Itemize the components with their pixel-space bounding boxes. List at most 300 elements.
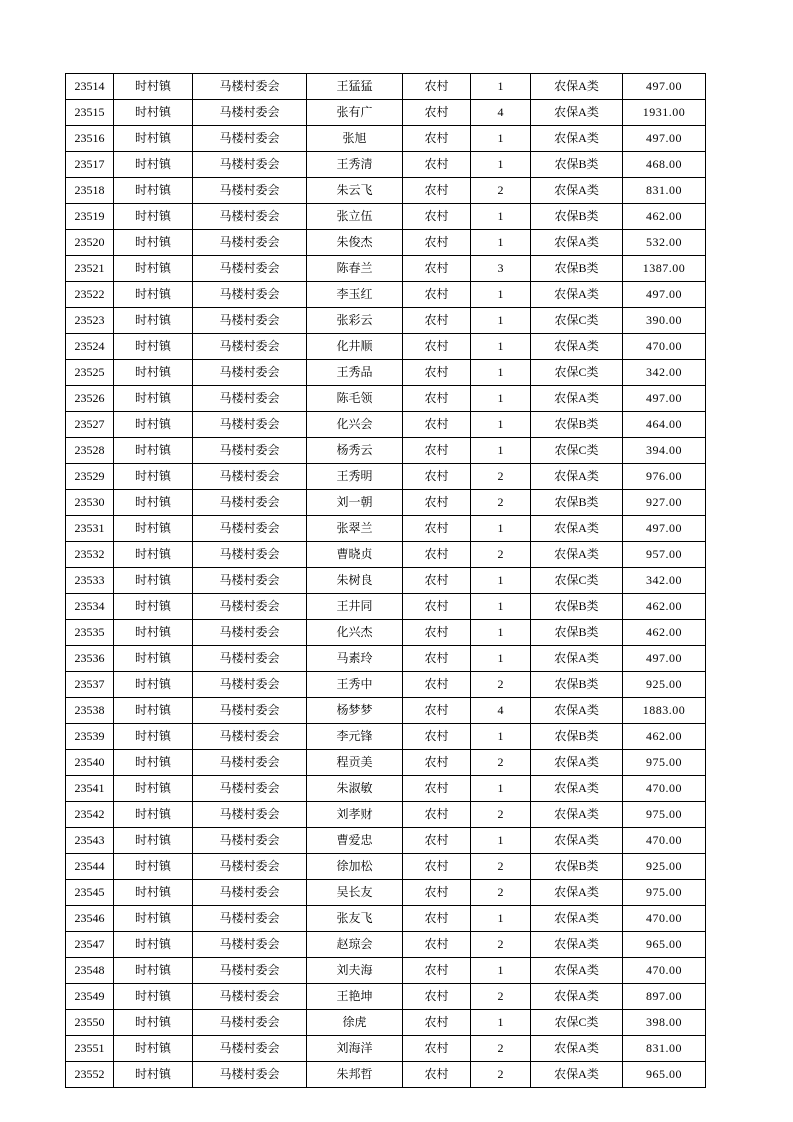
amount-cell: 398.00 — [623, 1010, 706, 1036]
table-row — [66, 100, 706, 126]
village-committee-cell: 马楼村委会 — [193, 984, 307, 1010]
record-id-cell: 23546 — [66, 906, 114, 932]
village-committee-cell: 马楼村委会 — [193, 438, 307, 464]
insurance-category-cell: 农保C类 — [531, 568, 623, 594]
table-row — [66, 126, 706, 152]
town-cell: 时村镇 — [114, 672, 193, 698]
village-committee-cell: 马楼村委会 — [193, 646, 307, 672]
table-row — [66, 542, 706, 568]
insurance-category-cell: 农保A类 — [531, 776, 623, 802]
person-count-cell: 2 — [471, 1036, 531, 1062]
person-name-cell: 朱淑敏 — [307, 776, 403, 802]
person-name-cell: 刘孝财 — [307, 802, 403, 828]
record-id-cell: 23526 — [66, 386, 114, 412]
town-cell: 时村镇 — [114, 230, 193, 256]
person-count-cell: 2 — [471, 984, 531, 1010]
record-id-cell: 23534 — [66, 594, 114, 620]
person-name-cell: 朱邦哲 — [307, 1062, 403, 1088]
insurance-category-cell: 农保A类 — [531, 230, 623, 256]
record-id-cell: 23524 — [66, 334, 114, 360]
person-name-cell: 张有广 — [307, 100, 403, 126]
amount-cell: 1387.00 — [623, 256, 706, 282]
residence-type-cell: 农村 — [403, 360, 471, 386]
person-name-cell: 徐虎 — [307, 1010, 403, 1036]
insurance-category-cell: 农保A类 — [531, 698, 623, 724]
insurance-category-cell: 农保C类 — [531, 1010, 623, 1036]
residence-type-cell: 农村 — [403, 490, 471, 516]
amount-cell: 532.00 — [623, 230, 706, 256]
person-count-cell: 2 — [471, 932, 531, 958]
table-row — [66, 932, 706, 958]
person-name-cell: 朱云飞 — [307, 178, 403, 204]
residence-type-cell: 农村 — [403, 412, 471, 438]
insurance-category-cell: 农保A类 — [531, 906, 623, 932]
village-committee-cell: 马楼村委会 — [193, 334, 307, 360]
person-count-cell: 1 — [471, 386, 531, 412]
insurance-category-cell: 农保B类 — [531, 620, 623, 646]
town-cell: 时村镇 — [114, 1062, 193, 1088]
village-committee-cell: 马楼村委会 — [193, 776, 307, 802]
village-committee-cell: 马楼村委会 — [193, 802, 307, 828]
amount-cell: 1883.00 — [623, 698, 706, 724]
record-id-cell: 23521 — [66, 256, 114, 282]
town-cell: 时村镇 — [114, 802, 193, 828]
table-row — [66, 152, 706, 178]
village-committee-cell: 马楼村委会 — [193, 672, 307, 698]
table-row — [66, 906, 706, 932]
record-id-cell: 23543 — [66, 828, 114, 854]
town-cell: 时村镇 — [114, 958, 193, 984]
amount-cell: 468.00 — [623, 152, 706, 178]
residence-type-cell: 农村 — [403, 542, 471, 568]
amount-cell: 927.00 — [623, 490, 706, 516]
record-id-cell: 23532 — [66, 542, 114, 568]
insurance-category-cell: 农保C类 — [531, 308, 623, 334]
table-row — [66, 1062, 706, 1088]
town-cell: 时村镇 — [114, 724, 193, 750]
record-id-cell: 23515 — [66, 100, 114, 126]
residence-type-cell: 农村 — [403, 438, 471, 464]
person-count-cell: 1 — [471, 152, 531, 178]
amount-cell: 975.00 — [623, 802, 706, 828]
town-cell: 时村镇 — [114, 74, 193, 100]
person-name-cell: 刘一朝 — [307, 490, 403, 516]
record-id-cell: 23538 — [66, 698, 114, 724]
record-id-cell: 23522 — [66, 282, 114, 308]
record-id-cell: 23520 — [66, 230, 114, 256]
town-cell: 时村镇 — [114, 256, 193, 282]
insurance-category-cell: 农保B类 — [531, 256, 623, 282]
insurance-category-cell: 农保A类 — [531, 542, 623, 568]
person-count-cell: 1 — [471, 74, 531, 100]
insurance-category-cell: 农保B类 — [531, 204, 623, 230]
residence-type-cell: 农村 — [403, 1010, 471, 1036]
amount-cell: 897.00 — [623, 984, 706, 1010]
insurance-category-cell: 农保B类 — [531, 412, 623, 438]
residence-type-cell: 农村 — [403, 776, 471, 802]
town-cell: 时村镇 — [114, 932, 193, 958]
town-cell: 时村镇 — [114, 1010, 193, 1036]
amount-cell: 497.00 — [623, 646, 706, 672]
record-id-cell: 23545 — [66, 880, 114, 906]
person-name-cell: 化兴杰 — [307, 620, 403, 646]
insurance-category-cell: 农保A类 — [531, 516, 623, 542]
insurance-category-cell: 农保B类 — [531, 672, 623, 698]
town-cell: 时村镇 — [114, 438, 193, 464]
record-id-cell: 23530 — [66, 490, 114, 516]
record-id-cell: 23535 — [66, 620, 114, 646]
residence-type-cell: 农村 — [403, 152, 471, 178]
insurance-category-cell: 农保A类 — [531, 178, 623, 204]
record-id-cell: 23516 — [66, 126, 114, 152]
person-name-cell: 张友飞 — [307, 906, 403, 932]
table-row — [66, 282, 706, 308]
amount-cell: 470.00 — [623, 334, 706, 360]
residence-type-cell: 农村 — [403, 126, 471, 152]
insurance-category-cell: 农保A类 — [531, 828, 623, 854]
person-name-cell: 王井同 — [307, 594, 403, 620]
insurance-category-cell: 农保C类 — [531, 438, 623, 464]
residence-type-cell: 农村 — [403, 1062, 471, 1088]
amount-cell: 497.00 — [623, 74, 706, 100]
person-count-cell: 2 — [471, 672, 531, 698]
table-row — [66, 672, 706, 698]
person-name-cell: 王秀中 — [307, 672, 403, 698]
residence-type-cell: 农村 — [403, 802, 471, 828]
amount-cell: 470.00 — [623, 828, 706, 854]
amount-cell: 462.00 — [623, 204, 706, 230]
amount-cell: 497.00 — [623, 126, 706, 152]
table-row — [66, 594, 706, 620]
insurance-category-cell: 农保C类 — [531, 360, 623, 386]
residence-type-cell: 农村 — [403, 178, 471, 204]
person-count-cell: 1 — [471, 334, 531, 360]
table-row — [66, 646, 706, 672]
town-cell: 时村镇 — [114, 126, 193, 152]
village-committee-cell: 马楼村委会 — [193, 490, 307, 516]
person-name-cell: 陈春兰 — [307, 256, 403, 282]
record-id-cell: 23537 — [66, 672, 114, 698]
table-row — [66, 698, 706, 724]
amount-cell: 957.00 — [623, 542, 706, 568]
person-count-cell: 1 — [471, 620, 531, 646]
town-cell: 时村镇 — [114, 490, 193, 516]
record-id-cell: 23541 — [66, 776, 114, 802]
amount-cell: 497.00 — [623, 386, 706, 412]
person-name-cell: 张翠兰 — [307, 516, 403, 542]
amount-cell: 342.00 — [623, 360, 706, 386]
amount-cell: 1931.00 — [623, 100, 706, 126]
table-row — [66, 74, 706, 100]
table-row — [66, 204, 706, 230]
town-cell: 时村镇 — [114, 412, 193, 438]
person-count-cell: 1 — [471, 126, 531, 152]
residence-type-cell: 农村 — [403, 1036, 471, 1062]
village-committee-cell: 马楼村委会 — [193, 178, 307, 204]
person-count-cell: 4 — [471, 698, 531, 724]
person-count-cell: 2 — [471, 880, 531, 906]
amount-cell: 390.00 — [623, 308, 706, 334]
residence-type-cell: 农村 — [403, 74, 471, 100]
town-cell: 时村镇 — [114, 698, 193, 724]
person-name-cell: 张彩云 — [307, 308, 403, 334]
person-name-cell: 王艳坤 — [307, 984, 403, 1010]
town-cell: 时村镇 — [114, 100, 193, 126]
person-name-cell: 刘海洋 — [307, 1036, 403, 1062]
person-name-cell: 张立伍 — [307, 204, 403, 230]
insurance-category-cell: 农保A类 — [531, 932, 623, 958]
village-committee-cell: 马楼村委会 — [193, 516, 307, 542]
residence-type-cell: 农村 — [403, 308, 471, 334]
insurance-category-cell: 农保B类 — [531, 490, 623, 516]
village-committee-cell: 马楼村委会 — [193, 932, 307, 958]
town-cell: 时村镇 — [114, 308, 193, 334]
person-count-cell: 2 — [471, 490, 531, 516]
table-row — [66, 334, 706, 360]
person-count-cell: 2 — [471, 464, 531, 490]
amount-cell: 470.00 — [623, 776, 706, 802]
record-id-cell: 23536 — [66, 646, 114, 672]
village-committee-cell: 马楼村委会 — [193, 386, 307, 412]
village-committee-cell: 马楼村委会 — [193, 230, 307, 256]
village-committee-cell: 马楼村委会 — [193, 100, 307, 126]
residence-type-cell: 农村 — [403, 620, 471, 646]
insurance-category-cell: 农保A类 — [531, 386, 623, 412]
person-count-cell: 1 — [471, 360, 531, 386]
records-table — [65, 73, 706, 1088]
record-id-cell: 23540 — [66, 750, 114, 776]
town-cell: 时村镇 — [114, 906, 193, 932]
table-row — [66, 412, 706, 438]
person-name-cell: 徐加松 — [307, 854, 403, 880]
residence-type-cell: 农村 — [403, 750, 471, 776]
village-committee-cell: 马楼村委会 — [193, 724, 307, 750]
residence-type-cell: 农村 — [403, 256, 471, 282]
person-name-cell: 朱树良 — [307, 568, 403, 594]
insurance-category-cell: 农保A类 — [531, 802, 623, 828]
person-count-cell: 2 — [471, 542, 531, 568]
table-row — [66, 360, 706, 386]
village-committee-cell: 马楼村委会 — [193, 568, 307, 594]
town-cell: 时村镇 — [114, 594, 193, 620]
record-id-cell: 23525 — [66, 360, 114, 386]
village-committee-cell: 马楼村委会 — [193, 542, 307, 568]
amount-cell: 965.00 — [623, 1062, 706, 1088]
person-name-cell: 程贡美 — [307, 750, 403, 776]
town-cell: 时村镇 — [114, 386, 193, 412]
table-row — [66, 854, 706, 880]
residence-type-cell: 农村 — [403, 230, 471, 256]
person-name-cell: 李元锋 — [307, 724, 403, 750]
table-row — [66, 1010, 706, 1036]
record-id-cell: 23549 — [66, 984, 114, 1010]
insurance-category-cell: 农保A类 — [531, 1036, 623, 1062]
amount-cell: 464.00 — [623, 412, 706, 438]
table-row — [66, 776, 706, 802]
table-row — [66, 256, 706, 282]
person-count-cell: 1 — [471, 1010, 531, 1036]
residence-type-cell: 农村 — [403, 932, 471, 958]
person-count-cell: 1 — [471, 308, 531, 334]
person-name-cell: 吴长友 — [307, 880, 403, 906]
town-cell: 时村镇 — [114, 178, 193, 204]
person-name-cell: 刘夫海 — [307, 958, 403, 984]
amount-cell: 497.00 — [623, 282, 706, 308]
table-row — [66, 464, 706, 490]
amount-cell: 975.00 — [623, 750, 706, 776]
person-count-cell: 1 — [471, 958, 531, 984]
residence-type-cell: 农村 — [403, 464, 471, 490]
residence-type-cell: 农村 — [403, 984, 471, 1010]
record-id-cell: 23531 — [66, 516, 114, 542]
record-id-cell: 23544 — [66, 854, 114, 880]
village-committee-cell: 马楼村委会 — [193, 594, 307, 620]
table-row — [66, 880, 706, 906]
residence-type-cell: 农村 — [403, 100, 471, 126]
residence-type-cell: 农村 — [403, 854, 471, 880]
person-name-cell: 朱俊杰 — [307, 230, 403, 256]
residence-type-cell: 农村 — [403, 698, 471, 724]
town-cell: 时村镇 — [114, 152, 193, 178]
table-row — [66, 750, 706, 776]
residence-type-cell: 农村 — [403, 672, 471, 698]
town-cell: 时村镇 — [114, 880, 193, 906]
table-row — [66, 386, 706, 412]
table-row — [66, 984, 706, 1010]
village-committee-cell: 马楼村委会 — [193, 620, 307, 646]
person-count-cell: 1 — [471, 776, 531, 802]
residence-type-cell: 农村 — [403, 516, 471, 542]
amount-cell: 462.00 — [623, 724, 706, 750]
table-row — [66, 1036, 706, 1062]
table-row — [66, 568, 706, 594]
record-id-cell: 23518 — [66, 178, 114, 204]
person-name-cell: 赵琼会 — [307, 932, 403, 958]
person-name-cell: 马素玲 — [307, 646, 403, 672]
person-count-cell: 3 — [471, 256, 531, 282]
town-cell: 时村镇 — [114, 984, 193, 1010]
record-id-cell: 23523 — [66, 308, 114, 334]
person-count-cell: 1 — [471, 594, 531, 620]
records-table-body — [66, 74, 706, 1088]
amount-cell: 831.00 — [623, 1036, 706, 1062]
town-cell: 时村镇 — [114, 542, 193, 568]
person-count-cell: 4 — [471, 100, 531, 126]
village-committee-cell: 马楼村委会 — [193, 126, 307, 152]
residence-type-cell: 农村 — [403, 386, 471, 412]
village-committee-cell: 马楼村委会 — [193, 152, 307, 178]
record-id-cell: 23548 — [66, 958, 114, 984]
person-name-cell: 化井顺 — [307, 334, 403, 360]
person-count-cell: 1 — [471, 204, 531, 230]
person-name-cell: 杨秀云 — [307, 438, 403, 464]
person-name-cell: 曹晓贞 — [307, 542, 403, 568]
insurance-category-cell: 农保A类 — [531, 464, 623, 490]
village-committee-cell: 马楼村委会 — [193, 958, 307, 984]
amount-cell: 462.00 — [623, 594, 706, 620]
person-name-cell: 李玉红 — [307, 282, 403, 308]
record-id-cell: 23551 — [66, 1036, 114, 1062]
record-id-cell: 23552 — [66, 1062, 114, 1088]
record-id-cell: 23514 — [66, 74, 114, 100]
record-id-cell: 23547 — [66, 932, 114, 958]
person-name-cell: 王秀品 — [307, 360, 403, 386]
insurance-category-cell: 农保A类 — [531, 1062, 623, 1088]
table-row — [66, 490, 706, 516]
table-row — [66, 724, 706, 750]
table-row — [66, 958, 706, 984]
table-row — [66, 230, 706, 256]
person-name-cell: 王秀明 — [307, 464, 403, 490]
village-committee-cell: 马楼村委会 — [193, 854, 307, 880]
insurance-category-cell: 农保A类 — [531, 646, 623, 672]
village-committee-cell: 马楼村委会 — [193, 828, 307, 854]
insurance-category-cell: 农保B类 — [531, 152, 623, 178]
town-cell: 时村镇 — [114, 464, 193, 490]
town-cell: 时村镇 — [114, 204, 193, 230]
residence-type-cell: 农村 — [403, 646, 471, 672]
person-name-cell: 王秀清 — [307, 152, 403, 178]
amount-cell: 831.00 — [623, 178, 706, 204]
amount-cell: 462.00 — [623, 620, 706, 646]
amount-cell: 965.00 — [623, 932, 706, 958]
town-cell: 时村镇 — [114, 1036, 193, 1062]
record-id-cell: 23550 — [66, 1010, 114, 1036]
residence-type-cell: 农村 — [403, 958, 471, 984]
residence-type-cell: 农村 — [403, 204, 471, 230]
record-id-cell: 23527 — [66, 412, 114, 438]
village-committee-cell: 马楼村委会 — [193, 906, 307, 932]
table-row — [66, 802, 706, 828]
village-committee-cell: 马楼村委会 — [193, 360, 307, 386]
record-id-cell: 23519 — [66, 204, 114, 230]
town-cell: 时村镇 — [114, 646, 193, 672]
table-row — [66, 828, 706, 854]
table-row — [66, 516, 706, 542]
table-row — [66, 620, 706, 646]
residence-type-cell: 农村 — [403, 906, 471, 932]
town-cell: 时村镇 — [114, 334, 193, 360]
person-name-cell: 化兴会 — [307, 412, 403, 438]
person-count-cell: 1 — [471, 282, 531, 308]
person-name-cell: 王猛猛 — [307, 74, 403, 100]
village-committee-cell: 马楼村委会 — [193, 1010, 307, 1036]
town-cell: 时村镇 — [114, 776, 193, 802]
town-cell: 时村镇 — [114, 854, 193, 880]
residence-type-cell: 农村 — [403, 594, 471, 620]
amount-cell: 497.00 — [623, 516, 706, 542]
amount-cell: 976.00 — [623, 464, 706, 490]
person-count-cell: 1 — [471, 906, 531, 932]
person-count-cell: 1 — [471, 412, 531, 438]
table-row — [66, 438, 706, 464]
village-committee-cell: 马楼村委会 — [193, 880, 307, 906]
person-count-cell: 1 — [471, 828, 531, 854]
amount-cell: 925.00 — [623, 854, 706, 880]
residence-type-cell: 农村 — [403, 334, 471, 360]
village-committee-cell: 马楼村委会 — [193, 698, 307, 724]
record-id-cell: 23529 — [66, 464, 114, 490]
village-committee-cell: 马楼村委会 — [193, 412, 307, 438]
insurance-category-cell: 农保A类 — [531, 74, 623, 100]
person-name-cell: 杨梦梦 — [307, 698, 403, 724]
person-count-cell: 1 — [471, 230, 531, 256]
record-id-cell: 23539 — [66, 724, 114, 750]
residence-type-cell: 农村 — [403, 724, 471, 750]
person-count-cell: 1 — [471, 516, 531, 542]
insurance-category-cell: 农保A类 — [531, 100, 623, 126]
record-id-cell: 23517 — [66, 152, 114, 178]
